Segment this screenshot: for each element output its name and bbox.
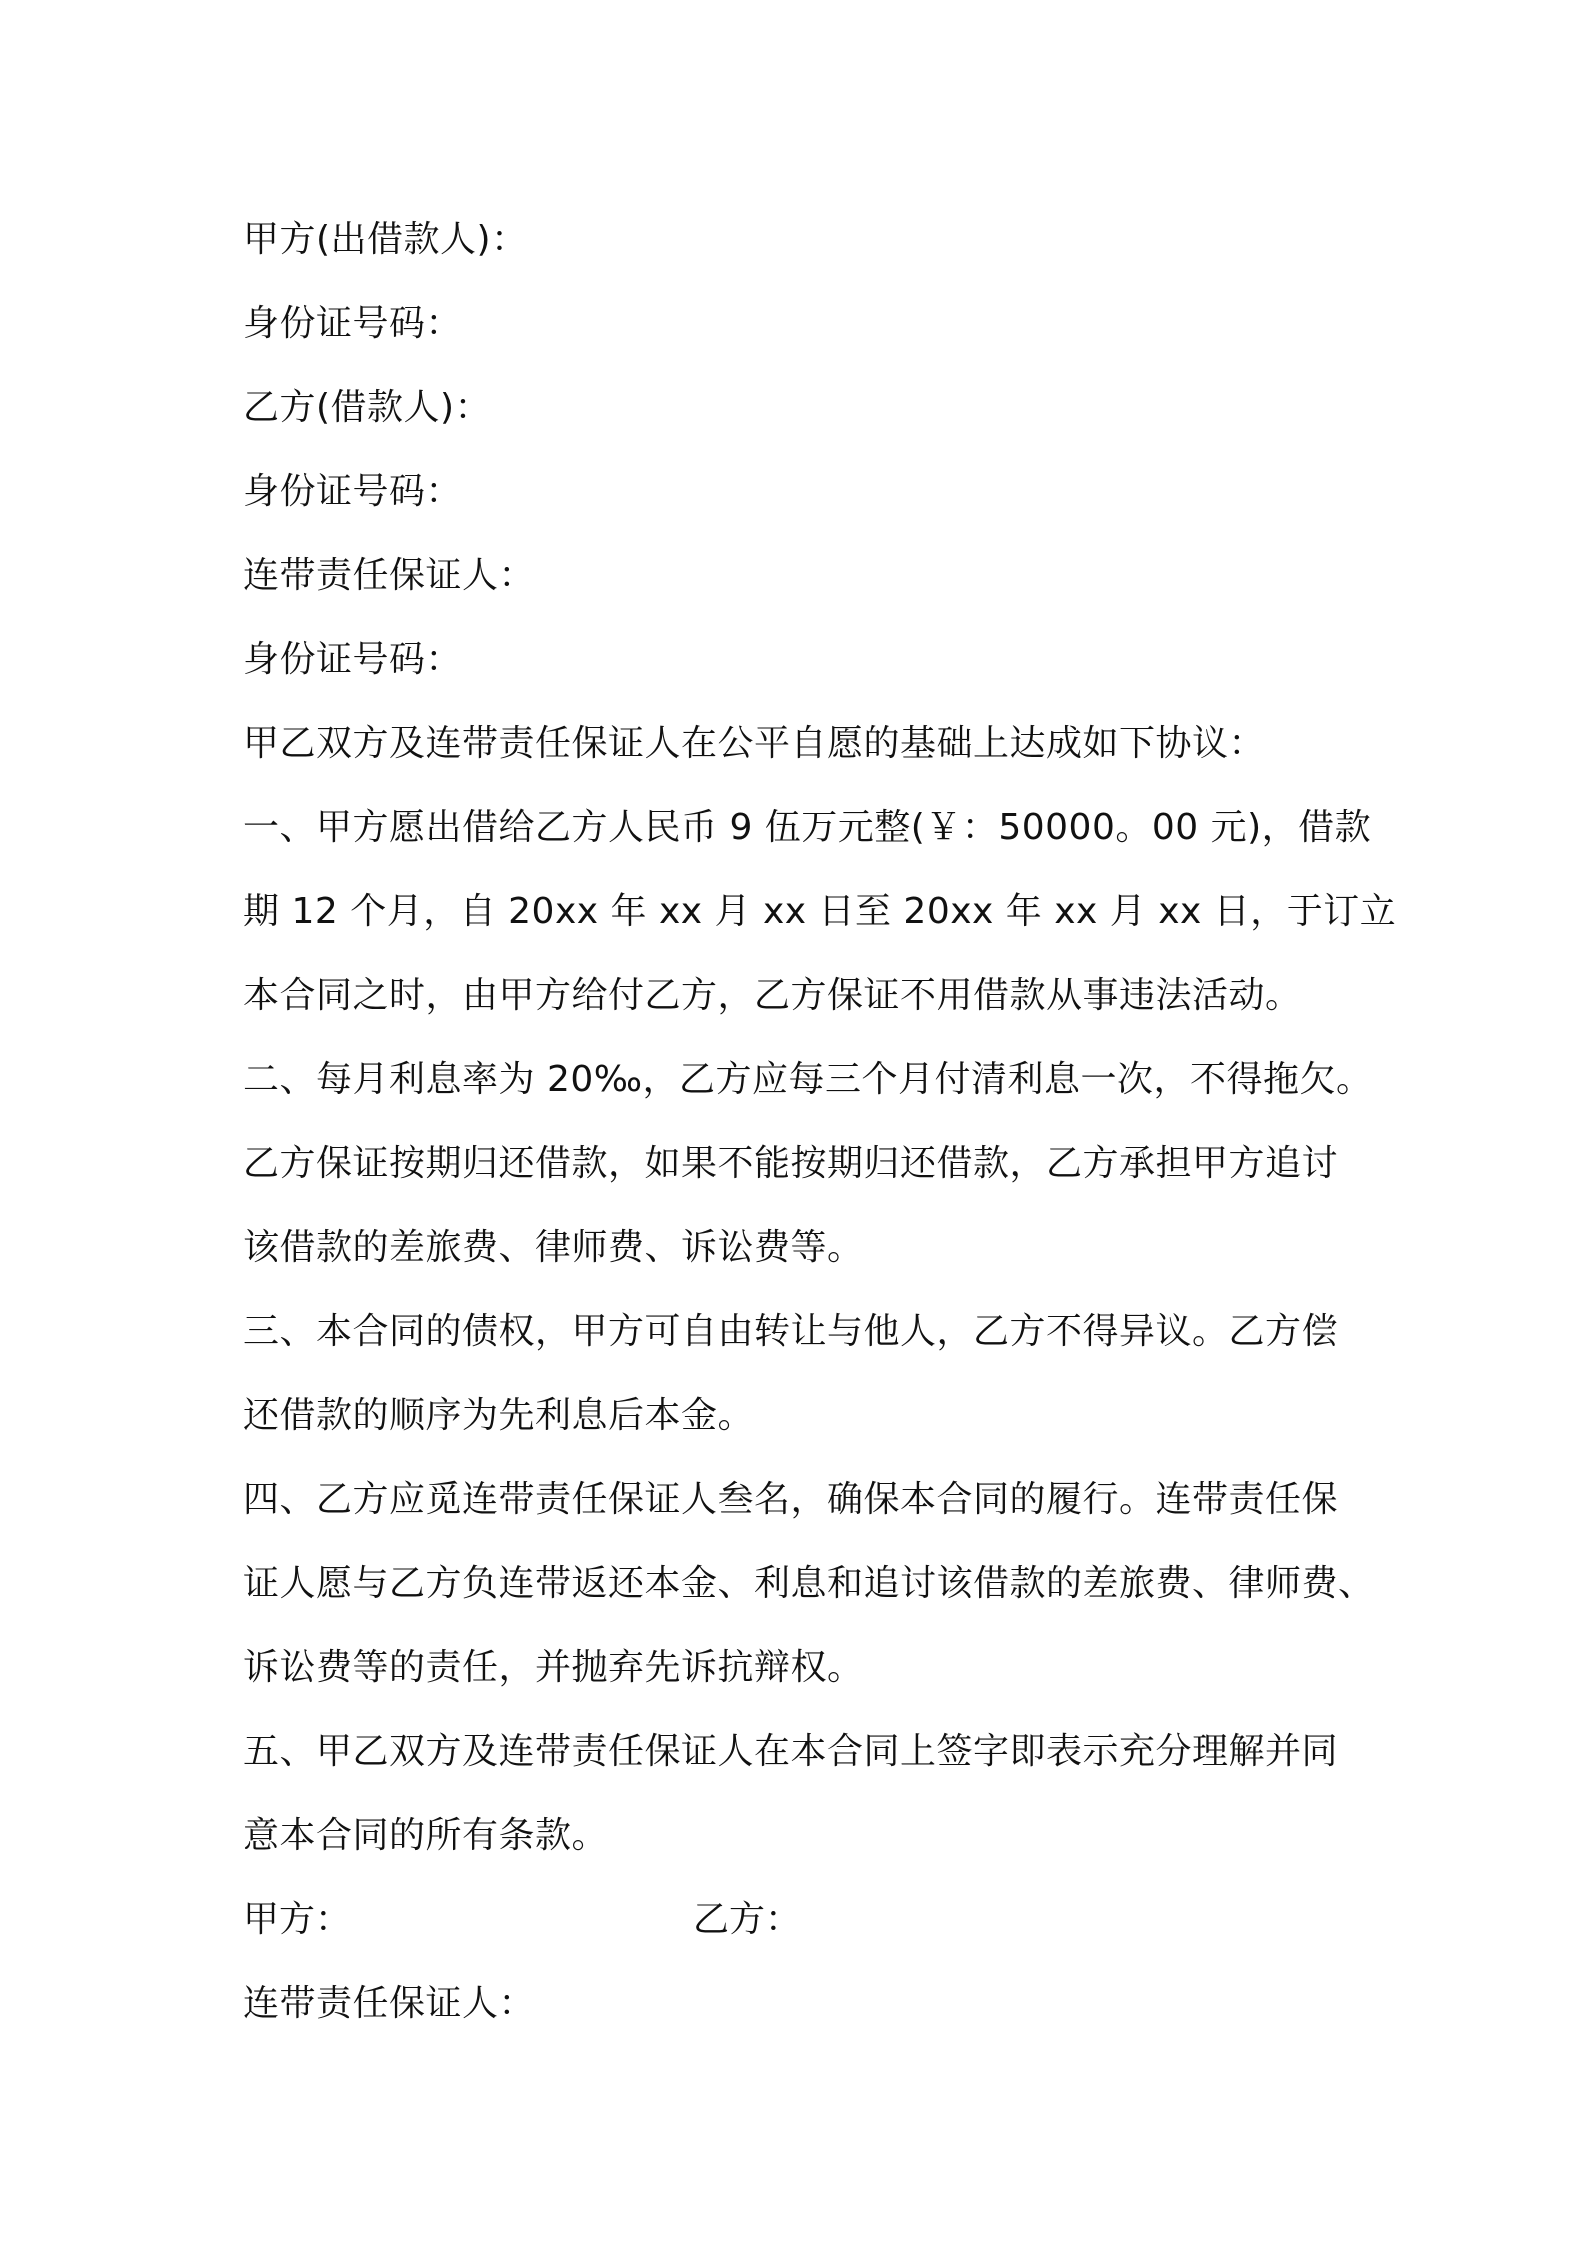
clause-3-line-2: 还借款的顺序为先利息后本金。 [243,1395,755,1436]
lender-label: 甲方(出借款人)： [243,219,528,260]
clause-4-line-3: 诉讼费等的责任，并抛弃先诉抗辩权。 [243,1647,864,1688]
clause-4-line-2: 证人愿与乙方负连带返还本金、利息和追讨该借款的差旅费、律师费、 [243,1563,1375,1604]
borrower-label: 乙方(借款人)： [243,387,492,428]
clause-2-line-3: 该借款的差旅费、律师费、诉讼费等。 [243,1227,864,1268]
clause-5-line-2: 意本合同的所有条款。 [243,1815,609,1856]
clause-1-line-1: 一、甲方愿出借给乙方人民币 9 伍万元整(￥：50000。00 元)，借款 [243,807,1372,848]
clause-2-line-1: 二、每月利息率为 20‰，乙方应每三个月付清利息一次，不得拖欠。 [243,1059,1373,1100]
guarantor-signature-label: 连带责任保证人： [243,1983,536,2024]
guarantor-id-label: 身份证号码： [243,639,463,680]
clause-5-line-1: 五、甲乙双方及连带责任保证人在本合同上签字即表示充分理解并同 [243,1731,1339,1772]
clause-1-line-3: 本合同之时，由甲方给付乙方，乙方保证不用借款从事违法活动。 [243,975,1302,1016]
clause-1-line-2: 期 12 个月，自 20xx 年 xx 月 xx 日至 20xx 年 xx 月 xx 日，于订立 [243,891,1397,932]
borrower-id-label: 身份证号码： [243,471,463,512]
signature-row [243,1878,1353,1962]
party-b-signature-label: 乙方： [693,1899,802,1940]
party-a-signature-label: 甲方： [243,1899,352,1940]
agreement-intro: 甲乙双方及连带责任保证人在公平自愿的基础上达成如下协议： [243,723,1266,764]
clause-3-line-1: 三、本合同的债权，甲方可自由转让与他人，乙方不得异议。乙方偿 [243,1311,1339,1352]
clause-2-line-2: 乙方保证按期归还借款，如果不能按期归还借款，乙方承担甲方追讨 [243,1143,1339,1184]
lender-id-label: 身份证号码： [243,303,463,344]
contract-body [243,198,1397,2046]
clause-4-line-1: 四、乙方应觅连带责任保证人叁名，确保本合同的履行。连带责任保 [243,1479,1339,1520]
guarantor-label: 连带责任保证人： [243,555,536,596]
